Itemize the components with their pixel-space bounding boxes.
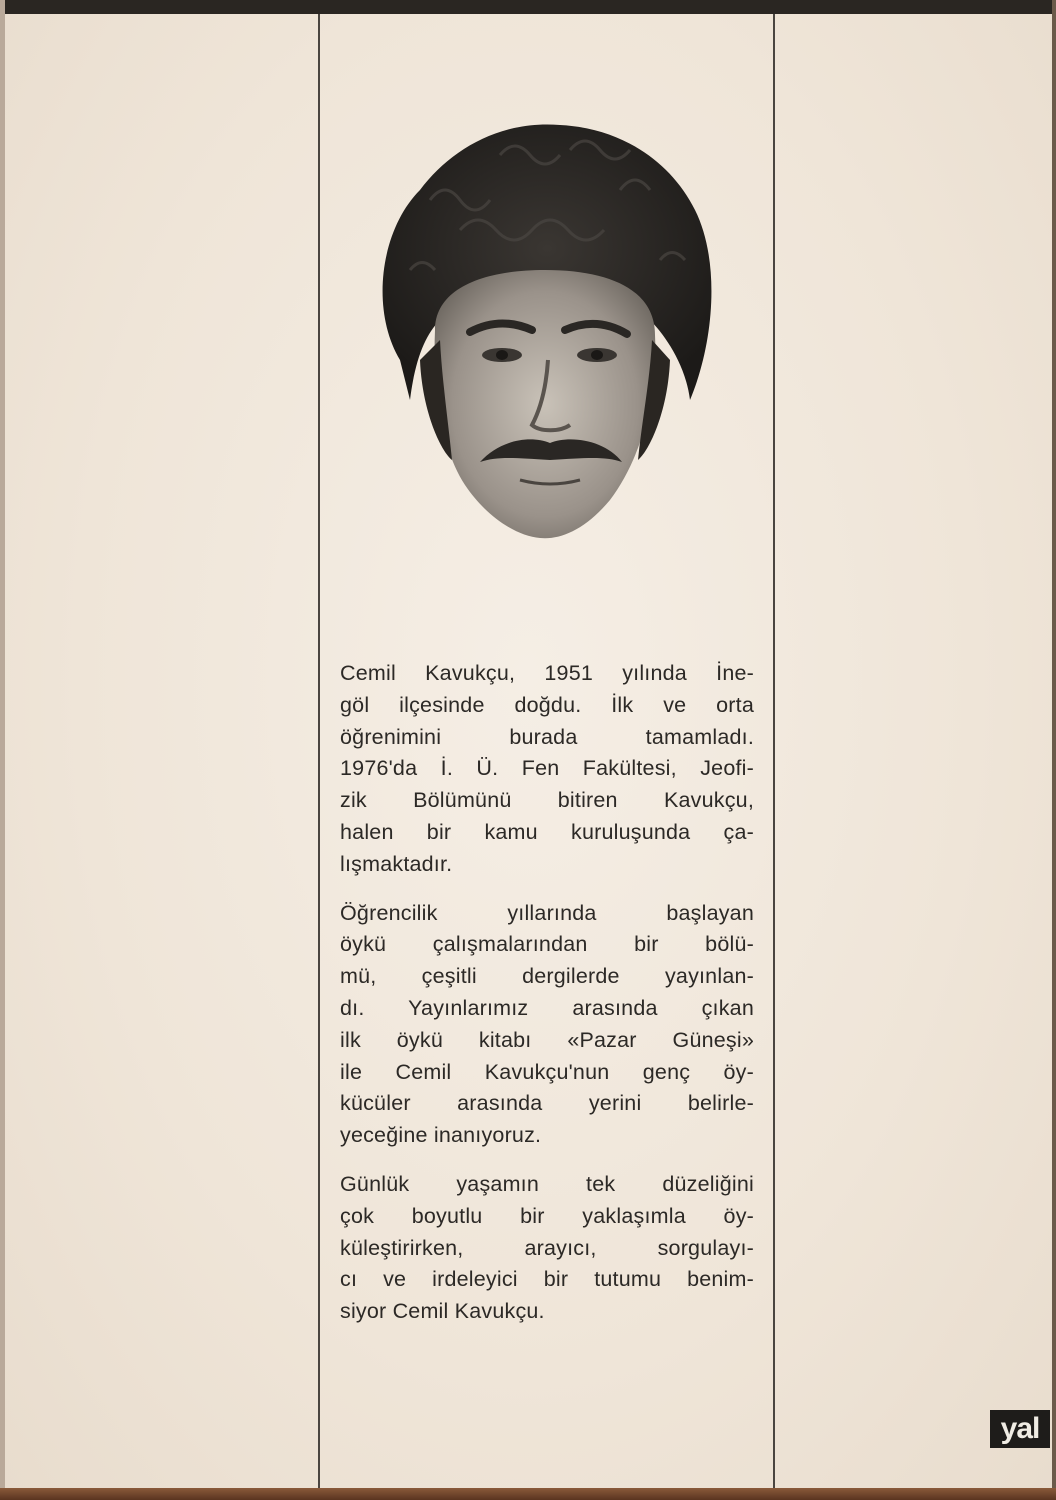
- bio-line: mü, çeşitli dergilerde yayınlan-: [340, 964, 754, 989]
- bio-line: dı. Yayınlarımız arasında çıkan: [340, 995, 754, 1020]
- bio-line: öykü çalışmalarından bir bölü-: [340, 932, 754, 957]
- bio-line: öğrenimini burada tamamladı.: [340, 724, 754, 749]
- bio-paragraph-3: [340, 1169, 754, 1328]
- face-shape: [435, 270, 656, 538]
- bio-line: Günlük yaşamın tek düzeliğini: [340, 1171, 754, 1196]
- bio-line: küleştirirken, arayıcı, sorgulayı-: [340, 1235, 754, 1260]
- bio-line: çok boyutlu bir yaklaşımla öy-: [340, 1203, 754, 1228]
- publisher-logo: yal: [990, 1410, 1050, 1448]
- cover-top-edge: [0, 0, 1056, 14]
- author-portrait: [360, 110, 730, 550]
- cover-bottom-edge: [0, 1488, 1056, 1500]
- bio-line: göl ilçesinde doğdu. İlk ve orta: [340, 692, 754, 717]
- bio-line: 1976'da İ. Ü. Fen Fakültesi, Jeofi-: [340, 756, 754, 781]
- bio-line: ile Cemil Kavukçu'nun genç öy-: [340, 1059, 754, 1084]
- author-biography: [340, 658, 754, 1345]
- bio-line: siyor Cemil Kavukçu.: [340, 1299, 545, 1324]
- bio-line: lışmaktadır.: [340, 851, 453, 876]
- bio-line: halen bir kamu kuruluşunda ça-: [340, 819, 754, 844]
- cover-left-edge: [0, 0, 5, 1500]
- left-column-rule: [318, 14, 320, 1488]
- bio-line: Öğrencilik yıllarında başlayan: [340, 900, 754, 925]
- bio-line: yeceğine inanıyoruz.: [340, 1123, 542, 1148]
- bio-line: Cemil Kavukçu, 1951 yılında İne-: [340, 661, 754, 685]
- bio-paragraph-2: [340, 898, 754, 1152]
- bio-paragraph-1: [340, 658, 754, 881]
- bio-line: kücüler arasında yerini belirle-: [340, 1091, 754, 1116]
- cover-right-edge: [1052, 0, 1056, 1500]
- bio-line: ilk öykü kitabı «Pazar Güneşi»: [340, 1027, 754, 1052]
- bio-line: cı ve irdeleyici bir tutumu benim-: [340, 1267, 754, 1292]
- right-column-rule: [773, 14, 775, 1488]
- bio-line: zik Bölümünü bitiren Kavukçu,: [340, 788, 754, 813]
